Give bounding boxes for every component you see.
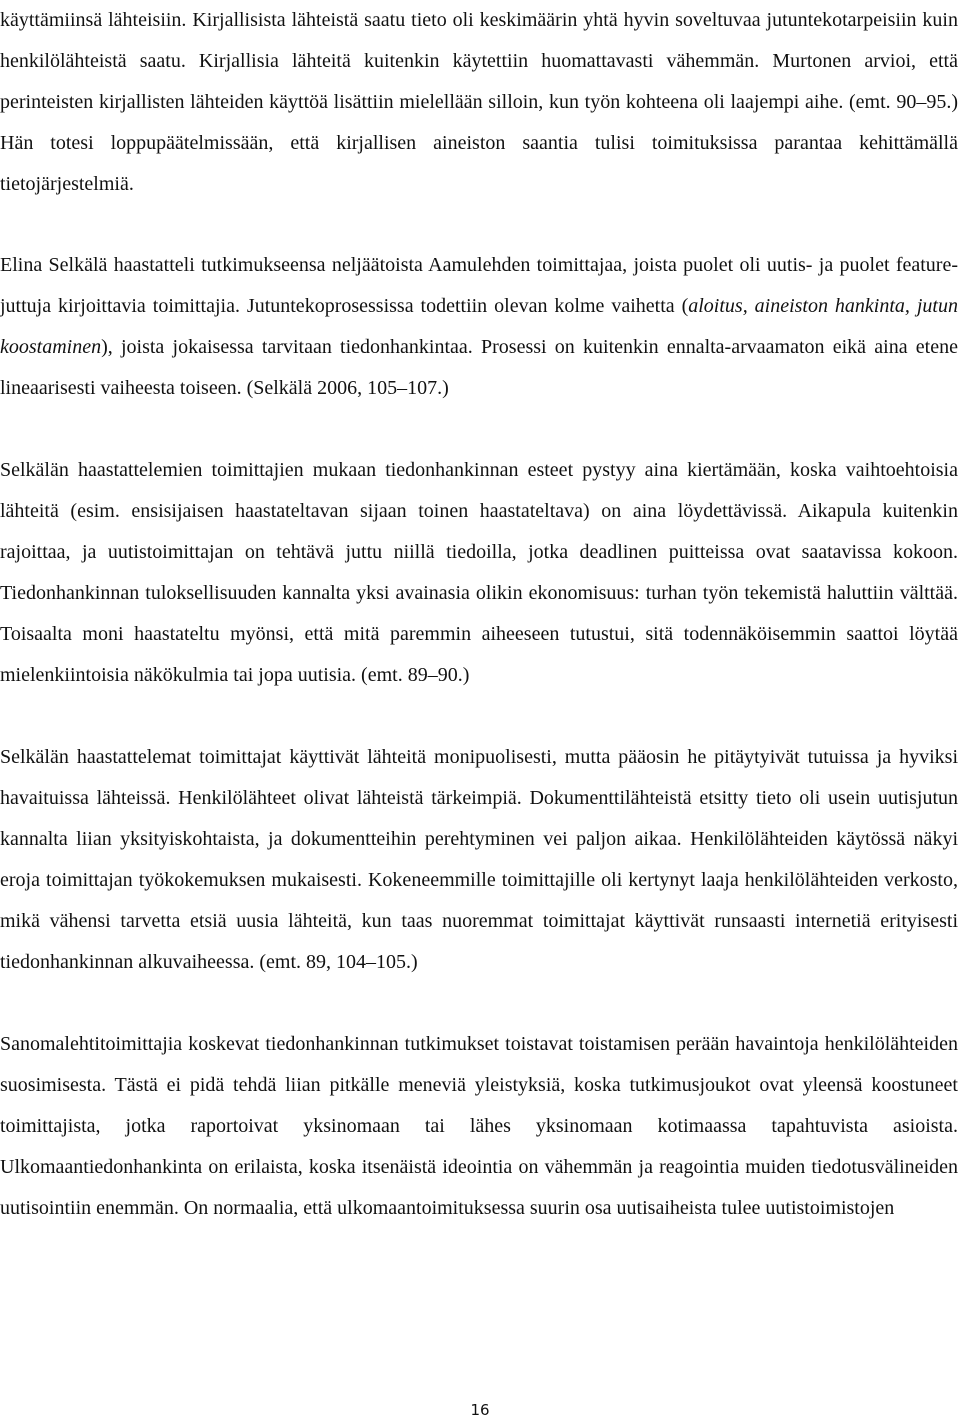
paragraph-spacer [0, 696, 958, 738]
text-segment: käyttämiinsä lähteisiin. Kirjallisista lähteistä saatu tieto oli keskimäärin yhtä hyvin soveltuvaa jutuntekotarpeisiin kuin henkilölähteistä saatu. Kirjallisia lähteitä kuitenkin käytettiin huomattavasti vähemmän. [0, 9, 958, 72]
page-number: 16 [470, 1401, 490, 1419]
body-paragraph-4 [0, 737, 958, 982]
body-paragraph-5 [0, 1024, 958, 1229]
text-segment: Elina Selkälä haastatteli tutkimukseensa neljäätoista Aamulehden toimittajaa, joista puolet oli uutis- ja puolet feature-juttuja kirjoittavia toimittajia. Jutuntekoprosessissa todettiin olevan kolme vaihetta ( [0, 254, 958, 317]
text-segment: Sanomalehtitoimittajia koskevat tiedonhankinnan tutkimukset toistavat toistamisen perään havaintoja henkilölähteiden suosimisesta. Tästä ei pidä tehdä liian pitkälle meneviä yleistyksiä, koska tutkimusjoukot ovat yleensä koostuneet toimittajista, jotka raportoivat yksinomaan tai lähes yksinomaan kotimaassa tapahtuvista asioista. Ulkomaantiedonhankinta on erilaista, koska itsenäistä ideointia on vähemmän ja reagointia muiden tiedotusvälineiden uutisointiin enemmän. On normaalia, että ulkomaantoimituksessa suurin osa uutisaiheista tulee uutistoimistojen [0, 1033, 958, 1219]
paragraph-spacer [0, 205, 958, 246]
text-segment: Selkälän haastattelemat toimittajat käyttivät lähteitä monipuolisesti, mutta pääosin he pitäytyivät tutuissa ja hyviksi havaituissa lähteissä. Henkilölähteet olivat lähteistä tärkeimpiä. Dokumenttilähteistä etsitty tieto oli usein uutisjutun kannalta liian yksityiskohtaista, ja dokumentteihin perehtyminen vei paljon aikaa. Henkilölähteiden käytössä näkyi eroja toimittajan työkokemuksen mukaisesti. Kokeneemmille toimittajille oli kertynyt laaja henkilölähteiden verkosto, mikä vähensi tarvetta etsiä uusia lähteitä, kun taas nuoremmat toimittajat käyttivät runsaasti internetiä erityisesti tiedonhankinnan alkuvaiheessa. (emt. 89, 104–105.) [0, 746, 958, 973]
body-paragraph-3 [0, 450, 958, 695]
paragraph-spacer [0, 409, 958, 451]
text-segment: Selkälän haastattelemien toimittajien mukaan tiedonhankinnan esteet pystyy aina kiertämään, koska vaihtoehtoisia lähteitä (esim. ensisijaisen haastateltavan sijaan toinen haastateltava) on aina löydettävissä. Aikapula kuitenkin rajoittaa, ja uutistoimittajan on tehtävä juttu niillä tiedoilla, jotka deadlinen puitteissa ovat saatavissa kokoon. Tiedonhankinnan tuloksellisuuden kannalta yksi avainasia olikin ekonomisuus: turhan työn tekemistä haluttiin välttää. Toisaalta moni haastateltu myönsi, että mitä paremmin aiheeseen tutustui, sitä todennäköisemmin saattoi löytää mielenkiintoisia näkökulmia tai jopa uutisia. (emt. 89–90.) [0, 459, 958, 686]
text-segment: Murtonen arvioi, että perinteisten kirjallisten lähteiden käyttöä lisättiin mielellään silloin, kun työn kohteena oli laajempi aihe. (emt. 90–95.) Hän totesi loppupäätelmissään, että kirjallisen aineiston saantia tulisi toimituksissa parantaa kehittämällä tietojärjestelmiä. [0, 49, 958, 195]
body-paragraph-2 [0, 245, 958, 409]
paragraph-spacer [0, 983, 958, 1025]
body-paragraph-1 [0, 0, 958, 205]
text-segment: ), joista jokaisessa tarvitaan tiedonhankintaa. Prosessi on kuitenkin ennalta-arvaamaton eikä aina etene lineaarisesti vaiheesta toiseen. (Selkälä 2006, 105–107.) [0, 335, 958, 399]
italic-phase-list: aloitus, aineiston hankinta, jutun koostaminen [0, 294, 958, 358]
